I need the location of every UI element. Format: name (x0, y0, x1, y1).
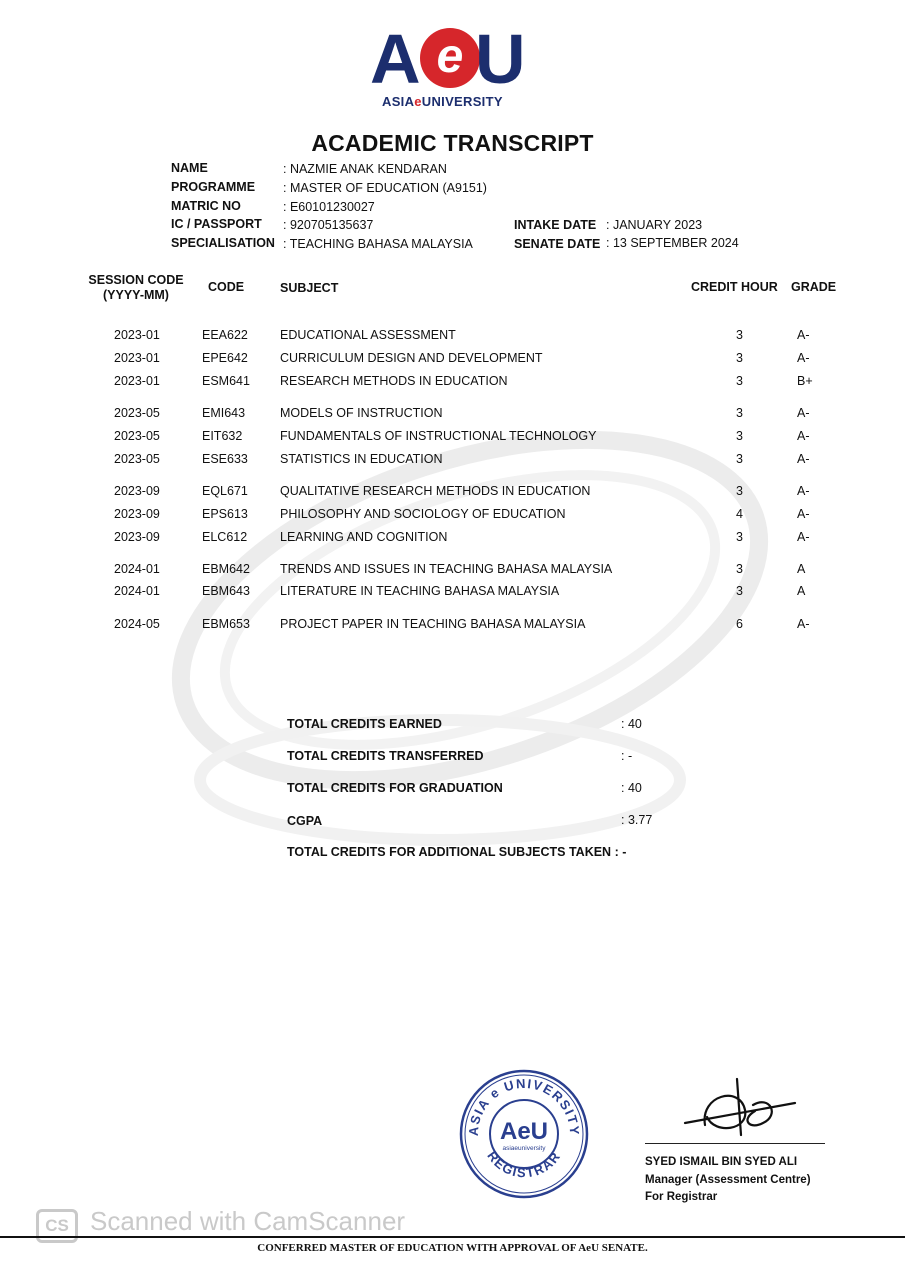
additional-credits-label: TOTAL CREDITS FOR ADDITIONAL SUBJECTS TAKEN : - (287, 845, 627, 859)
signatory-role: Manager (Assessment Centre) (645, 1174, 811, 1186)
total-credits-earned-label: TOTAL CREDITS EARNED (287, 717, 442, 731)
total-credits-transferred-label: TOTAL CREDITS TRANSFERRED (287, 749, 484, 763)
cgpa-label: CGPA (287, 814, 323, 828)
cgpa-value: : 3.77 (621, 813, 653, 827)
footer-divider (0, 1236, 905, 1238)
header-session-code: SESSION CODE (YYYY-MM) (88, 273, 184, 302)
signature-line (645, 1143, 825, 1144)
registrar-stamp (458, 1068, 590, 1200)
svg-text:ASIA e UNIVERSITY: ASIA e UNIVERSITY (465, 1075, 583, 1137)
total-credits-earned-value: : 40 (621, 717, 642, 731)
matric-label: MATRIC NO (171, 199, 241, 213)
logo-mark-a: A (370, 20, 419, 98)
table-row: 2023-05 EIT632 FUNDAMENTALS OF INSTRUCTIONAL TECHNOLOGY 3 A- (114, 429, 810, 443)
table-row: 2024-01 EBM642 TRENDS AND ISSUES IN TEACHING BAHASA MALAYSIA 3 A (114, 562, 806, 576)
svg-text:REGISTRAR: REGISTRAR (484, 1148, 564, 1181)
senate-date-value: : 13 SEPTEMBER 2024 (606, 236, 739, 250)
logo-wordmark: ASIAeUNIVERSITY (382, 94, 503, 109)
intake-date-label: INTAKE DATE (514, 218, 597, 232)
footer-note: CONFERRED MASTER OF EDUCATION WITH APPROVAL OF AeU SENATE. (257, 1242, 648, 1254)
table-row: 2023-01 EEA622 EDUCATIONAL ASSESSMENT 3 A- (114, 328, 810, 342)
total-credits-graduation-value: : 40 (621, 781, 642, 795)
senate-date-label: SENATE DATE (514, 237, 601, 251)
signatory-for: For Registrar (645, 1191, 718, 1203)
camscanner-icon: CS (36, 1209, 78, 1243)
total-credits-transferred-value: : - (621, 749, 633, 763)
name-label: NAME (171, 161, 208, 175)
table-row: 2024-05 EBM653 PROJECT PAPER IN TEACHING BAHASA MALAYSIA 6 A- (114, 617, 810, 631)
ic-label: IC / PASSPORT (171, 217, 262, 231)
total-credits-graduation-label: TOTAL CREDITS FOR GRADUATION (287, 781, 503, 795)
logo-mark-u: U (475, 20, 524, 98)
programme-label: PROGRAMME (171, 180, 256, 194)
signature (645, 1075, 825, 1150)
signatory-name: SYED ISMAIL BIN SYED ALI (645, 1156, 798, 1168)
table-row: 2024-01 EBM643 LITERATURE IN TEACHING BAHASA MALAYSIA 3 A (114, 584, 806, 598)
header-credit-hour: CREDIT HOUR (691, 280, 778, 294)
logo-mark-e: e (420, 28, 480, 88)
svg-text:AeU: AeU (499, 1118, 549, 1145)
table-row: 2023-05 EMI643 MODELS OF INSTRUCTION 3 A- (114, 406, 810, 420)
table-row: 2023-09 ELC612 LEARNING AND COGNITION 3 A- (114, 530, 810, 544)
header-code: CODE (208, 280, 245, 294)
specialisation-value: : TEACHING BAHASA MALAYSIA (283, 237, 473, 251)
ic-value: : 920705135637 (283, 218, 374, 232)
header-grade: GRADE (791, 280, 837, 294)
university-logo (360, 20, 545, 115)
table-row: 2023-01 EPE642 CURRICULUM DESIGN AND DEVELOPMENT 3 A- (114, 351, 810, 365)
table-row: 2023-09 EQL671 QUALITATIVE RESEARCH METHODS IN EDUCATION 3 A- (114, 484, 810, 498)
intake-date-value: : JANUARY 2023 (606, 218, 703, 232)
programme-value: : MASTER OF EDUCATION (A9151) (283, 181, 487, 195)
name-value: : NAZMIE ANAK KENDARAN (283, 162, 447, 176)
table-row: 2023-01 ESM641 RESEARCH METHODS IN EDUCATION 3 B+ (114, 374, 813, 388)
camscanner-text: Scanned with CamScanner (90, 1206, 406, 1236)
page-title: ACADEMIC TRANSCRIPT (311, 130, 594, 156)
table-row: 2023-05 ESE633 STATISTICS IN EDUCATION 3 A- (114, 452, 810, 466)
header-subject: SUBJECT (280, 281, 339, 295)
matric-value: : E60101230027 (283, 200, 375, 214)
table-row: 2023-09 EPS613 PHILOSOPHY AND SOCIOLOGY OF EDUCATION 4 A- (114, 507, 810, 521)
specialisation-label: SPECIALISATION (171, 236, 275, 250)
svg-text:asiaeuniversity: asiaeuniversity (502, 1145, 546, 1152)
